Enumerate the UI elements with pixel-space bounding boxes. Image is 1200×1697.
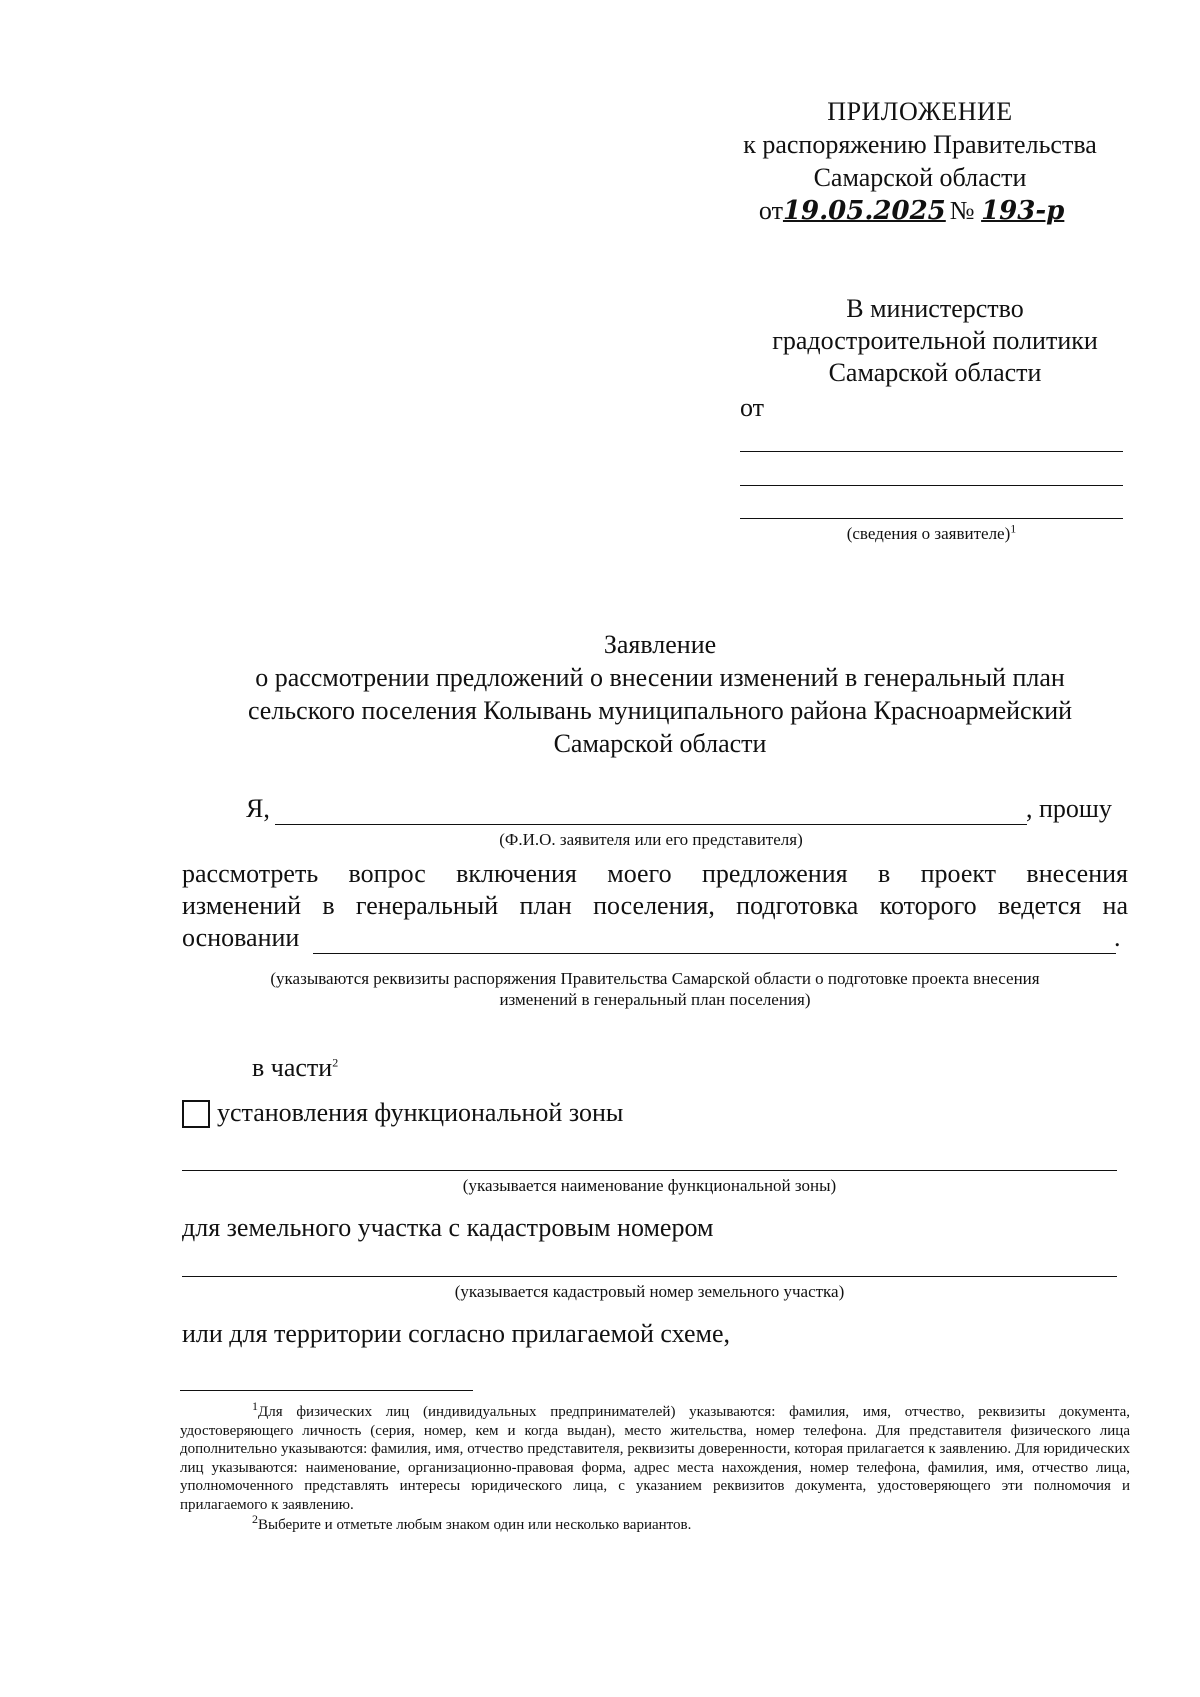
- paragraph-line-2: изменений в генеральный план поселения, подготовка которого ведется на: [182, 891, 1128, 920]
- addressee-line-1: В министерство: [846, 294, 1024, 323]
- applicant-field-line-2[interactable]: [740, 485, 1123, 486]
- cadastral-caption: (указывается кадастровый номер земельного участка): [454, 1282, 845, 1301]
- name-caption: (Ф.И.О. заявителя или его представителя): [499, 830, 803, 849]
- appendix-header: [690, 95, 1150, 228]
- applicant-field-line-3[interactable]: [740, 518, 1123, 519]
- zone-caption: (указывается наименование функциональной зоны): [462, 1176, 837, 1195]
- applicant-caption: [740, 523, 1123, 544]
- part-label: в части: [252, 1053, 333, 1082]
- request-label: , прошу: [1026, 794, 1112, 823]
- from-label: от: [740, 393, 765, 422]
- addressee-line-2: градостроительной политики: [772, 326, 1098, 355]
- application-subtitle-3: Самарской области: [553, 729, 767, 758]
- footnote-1-text: Для физических лиц (индивидуальных предпринимателей) указываются: фамилия, имя, отчество, реквизиты документа, удостоверяющего личность (серия, номер, кем и когда выдан), место жительства, номер телефона. Для представителя физического лица дополнительно указываются: фамилия, имя, отчество представителя, реквизиты доверенности, которая прилагается к заявлению. Для юридических лиц указываются: наименование, организационно-правовая форма, адрес места нахождения, номер телефона, фамилия, имя, отчество лица, уполномоченного представлять интересы юридического лица, с указанием реквизитов документа, удостоверяющего эти полномочия и прилагаемого к заявлению.: [180, 1404, 1130, 1513]
- footnote-2-mark: 2: [252, 1512, 258, 1526]
- footnote-mark-2: 2: [332, 1055, 339, 1070]
- addressee-block: [740, 293, 1130, 389]
- footnote-1-mark: 1: [252, 1399, 258, 1413]
- plot-label: для земельного участка с кадастровым номером: [182, 1213, 714, 1242]
- applicant-caption-text: (сведения о заявителе): [846, 524, 1011, 543]
- applicant-name-field[interactable]: [275, 824, 1027, 825]
- paragraph-line-1: рассмотреть вопрос включения моего предложения в проект внесения: [182, 859, 1128, 888]
- option-functional-zone-label: установления функциональной зоны: [217, 1098, 624, 1127]
- handwritten-date: 19.05.2025: [782, 196, 946, 226]
- appendix-title: ПРИЛОЖЕНИЕ: [827, 97, 1013, 126]
- basis-field[interactable]: [313, 953, 1116, 954]
- basis-end: .: [1114, 923, 1121, 952]
- basis-label: основании: [182, 923, 300, 952]
- footnote-2-text: Выберите и отметьте любым знаком один или несколько вариантов.: [258, 1517, 692, 1533]
- zone-name-field[interactable]: [182, 1170, 1117, 1171]
- appendix-line-1: к распоряжению Правительства: [743, 130, 1097, 159]
- footnote-1: [180, 1399, 1130, 1514]
- application-subtitle-1: о рассмотрении предложений о внесении изменений в генеральный план: [255, 663, 1065, 692]
- territory-label: или для территории согласно прилагаемой схеме,: [182, 1319, 731, 1348]
- applicant-field-line-1[interactable]: [740, 451, 1123, 452]
- basis-caption: [182, 968, 1128, 1010]
- footnote-2: [180, 1512, 1130, 1535]
- i-label: Я,: [246, 794, 270, 823]
- date-prefix: от: [758, 196, 783, 225]
- basis-caption-line-1: (указываются реквизиты распоряжения Правительства Самарской области о подготовке проекта внесения: [270, 969, 1040, 988]
- handwritten-number: 193-р: [981, 196, 1065, 226]
- footnote-mark-1: 1: [1010, 521, 1017, 536]
- appendix-date-line: [710, 194, 1150, 228]
- footnote-separator: [180, 1390, 473, 1391]
- footnotes: [180, 1399, 1130, 1535]
- appendix-line-2: Самарской области: [813, 163, 1027, 192]
- functional-zone-checkbox[interactable]: [182, 1100, 210, 1128]
- application-title: Заявление: [603, 630, 717, 659]
- addressee-line-3: Самарской области: [828, 358, 1042, 387]
- number-sign: №: [949, 196, 975, 225]
- application-title-block: [190, 628, 1130, 760]
- cadastral-number-field[interactable]: [182, 1276, 1117, 1277]
- part-label-block: [252, 1052, 338, 1084]
- application-subtitle-2: сельского поселения Колывань муниципального района Красноармейский: [247, 696, 1073, 725]
- basis-caption-line-2: изменений в генеральный план поселения): [499, 990, 811, 1009]
